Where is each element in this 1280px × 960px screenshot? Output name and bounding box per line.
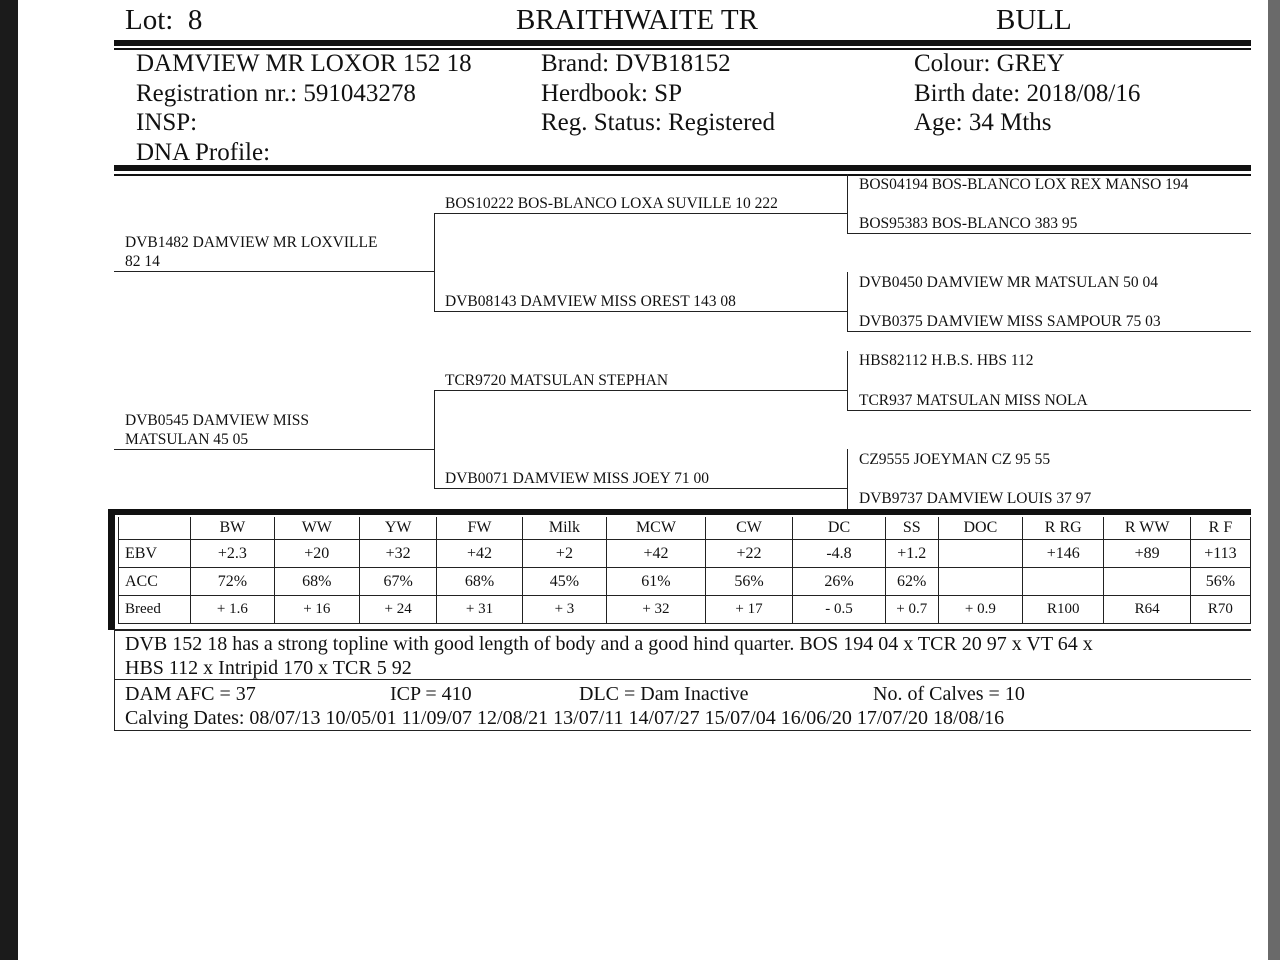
breed-cell: + 24 [360, 596, 437, 624]
calving-dates: Calving Dates: 08/07/13 10/05/01 11/09/07 12/08/21 13/07/11 14/07/27 15/07/04 16/06/20 17/07/20 18/08/16 [125, 707, 1005, 729]
comments [125, 632, 1093, 680]
acc-cell: 56% [705, 568, 792, 596]
ggp-8: DVB9737 DAMVIEW LOUIS 37 97 [859, 490, 1092, 507]
registration-number: Registration nr.: 591043278 [136, 79, 416, 107]
sire-dam-line [434, 311, 848, 312]
footer-rule [114, 730, 1251, 731]
breed-cell: R70 [1190, 596, 1250, 624]
dna-profile-label: DNA Profile: [136, 138, 271, 166]
breed-cell: - 0.5 [793, 596, 886, 624]
insp-label: INSP: [136, 109, 198, 136]
ebv-col-header: BW [191, 517, 274, 540]
dam-bracket [434, 390, 435, 489]
colour: Colour: GREY [914, 50, 1065, 77]
breed-cell: + 17 [705, 596, 792, 624]
ggp-6: TCR937 MATSULAN MISS NOLA [859, 392, 1088, 409]
acc-row [119, 568, 1251, 596]
ebv-row [119, 540, 1251, 568]
ebv-header-row [119, 517, 1251, 540]
breed-cell: R100 [1023, 596, 1104, 624]
sire-sire-bracket [847, 174, 848, 234]
ggp-2: BOS95383 BOS-BLANCO 383 95 [859, 215, 1078, 232]
age: Age: 34 Mths [914, 109, 1052, 136]
breed-cell: + 3 [522, 596, 606, 624]
ebv-cell: +2 [522, 540, 606, 568]
ebv-col-header: MCW [607, 517, 706, 540]
ebv-cell: +42 [437, 540, 522, 568]
ggp-7: CZ9555 JOEYMAN CZ 95 55 [859, 451, 1051, 468]
acc-cell: 26% [793, 568, 886, 596]
header-rule [114, 40, 1251, 46]
breed-cell: + 0.7 [885, 596, 938, 624]
acc-cell: 61% [607, 568, 706, 596]
dam-afc: DAM AFC = 37 [125, 683, 256, 705]
sire-line-1: DVB1482 DAMVIEW MR LOXVILLE [125, 234, 378, 251]
dam-connector [114, 449, 435, 450]
acc-cell: 68% [437, 568, 522, 596]
ebv-col-header: WW [274, 517, 359, 540]
ggp-5: HBS82112 H.B.S. HBS 112 [859, 352, 1034, 369]
table-bottom-rule [114, 629, 1251, 631]
acc-row-label: ACC [119, 568, 191, 596]
acc-cell: 72% [191, 568, 274, 596]
animal-info-right [914, 49, 1140, 138]
ebv-col-header [119, 517, 191, 540]
comment-rule [114, 679, 1251, 680]
dam-line-1: DVB0545 DAMVIEW MISS [125, 412, 310, 429]
lot-label: Lot: 8 [125, 4, 203, 36]
ebv-col-header: R RG [1023, 517, 1104, 540]
ebv-cell: +2.3 [191, 540, 274, 568]
info-rule [114, 165, 1251, 171]
ebv-table-left-rule [108, 510, 115, 630]
acc-cell [1023, 568, 1104, 596]
animal-info-left [136, 49, 472, 167]
ebv-cell: +113 [1190, 540, 1250, 568]
ebv-table [118, 517, 1251, 624]
ggp-3: DVB0450 DAMVIEW MR MATSULAN 50 04 [859, 274, 1158, 291]
sire-sire: BOS10222 BOS-BLANCO LOXA SUVILLE 10 222 [445, 195, 778, 212]
ebv-col-header: DC [793, 517, 886, 540]
sire-sire-line [434, 213, 848, 214]
acc-cell [938, 568, 1022, 596]
herdbook: Herdbook: SP [541, 79, 682, 107]
breed-row [119, 596, 1251, 624]
ebv-col-header: SS [885, 517, 938, 540]
ebv-cell [938, 540, 1022, 568]
animal-sex: BULL [996, 4, 1072, 36]
breeder-name: BRAITHWAITE TR [516, 4, 758, 36]
dam-dam-line [434, 488, 848, 489]
breed-cell: + 32 [607, 596, 706, 624]
animal-name: DAMVIEW MR LOXOR 152 18 [136, 50, 472, 77]
footer-left-rule [114, 630, 115, 731]
breed-cell: + 31 [437, 596, 522, 624]
lot-number: 8 [187, 4, 203, 36]
dam-line-2: MATSULAN 45 05 [125, 431, 249, 448]
ebv-col-header: R F [1190, 517, 1250, 540]
sire-connector [114, 271, 435, 272]
acc-cell [1104, 568, 1190, 596]
ebv-cell: +20 [274, 540, 359, 568]
left-page-edge [0, 0, 18, 960]
acc-cell: 67% [360, 568, 437, 596]
ebv-row-label: EBV [119, 540, 191, 568]
acc-cell: 68% [274, 568, 359, 596]
ebv-cell: +42 [607, 540, 706, 568]
ebv-cell: +146 [1023, 540, 1104, 568]
dam-dam-bracket [847, 449, 848, 509]
dam-dam: DVB0071 DAMVIEW MISS JOEY 71 00 [445, 470, 709, 487]
acc-cell: 62% [885, 568, 938, 596]
reg-status: Reg. Status: Registered [541, 109, 775, 136]
ggp-2-line [847, 233, 1251, 234]
sire-bracket [434, 213, 435, 312]
ebv-cell: -4.8 [793, 540, 886, 568]
ggp-6-line [847, 410, 1251, 411]
animal-info-middle [541, 49, 775, 138]
breed-cell: + 0.9 [938, 596, 1022, 624]
ebv-col-header: Milk [522, 517, 606, 540]
icp: ICP = 410 [390, 683, 472, 705]
dam-sire-bracket [847, 351, 848, 411]
sire-dam: DVB08143 DAMVIEW MISS OREST 143 08 [445, 293, 736, 310]
dam-sire: TCR9720 MATSULAN STEPHAN [445, 372, 669, 389]
ggp-4: DVB0375 DAMVIEW MISS SAMPOUR 75 03 [859, 313, 1161, 330]
number-of-calves: No. of Calves = 10 [873, 683, 1025, 705]
brand: Brand: DVB18152 [541, 50, 731, 77]
ggp-4-line [847, 331, 1251, 332]
dam [125, 411, 309, 449]
breed-cell: + 16 [274, 596, 359, 624]
ebv-cell: +89 [1104, 540, 1190, 568]
ebv-table-top-rule [108, 509, 1251, 515]
breed-cell: + 1.6 [191, 596, 274, 624]
dam-sire-line [434, 390, 848, 391]
breed-cell: R64 [1104, 596, 1190, 624]
acc-cell: 56% [1190, 568, 1250, 596]
sire-dam-bracket [847, 272, 848, 332]
ebv-cell: +22 [705, 540, 792, 568]
acc-cell: 45% [522, 568, 606, 596]
ggp-1: BOS04194 BOS-BLANCO LOX REX MANSO 194 [859, 176, 1189, 193]
ebv-col-header: DOC [938, 517, 1022, 540]
sire-line-2: 82 14 [125, 253, 160, 270]
sire [125, 233, 377, 271]
breed-row-label: Breed [119, 596, 191, 624]
ebv-cell: +32 [360, 540, 437, 568]
ebv-col-header: YW [360, 517, 437, 540]
ebv-cell: +1.2 [885, 540, 938, 568]
comment-line-1: DVB 152 18 has a strong topline with good length of body and a good hind quarter. BOS 194 04 x TCR 20 97 x VT 64 x [125, 633, 1093, 655]
comment-line-2: HBS 112 x Intripid 170 x TCR 5 92 [125, 657, 412, 679]
birth-date: Birth date: 2018/08/16 [914, 79, 1141, 107]
ebv-col-header: FW [437, 517, 522, 540]
dlc: DLC = Dam Inactive [579, 683, 749, 705]
ebv-col-header: R WW [1104, 517, 1190, 540]
right-page-edge [1268, 0, 1280, 960]
ebv-col-header: CW [705, 517, 792, 540]
